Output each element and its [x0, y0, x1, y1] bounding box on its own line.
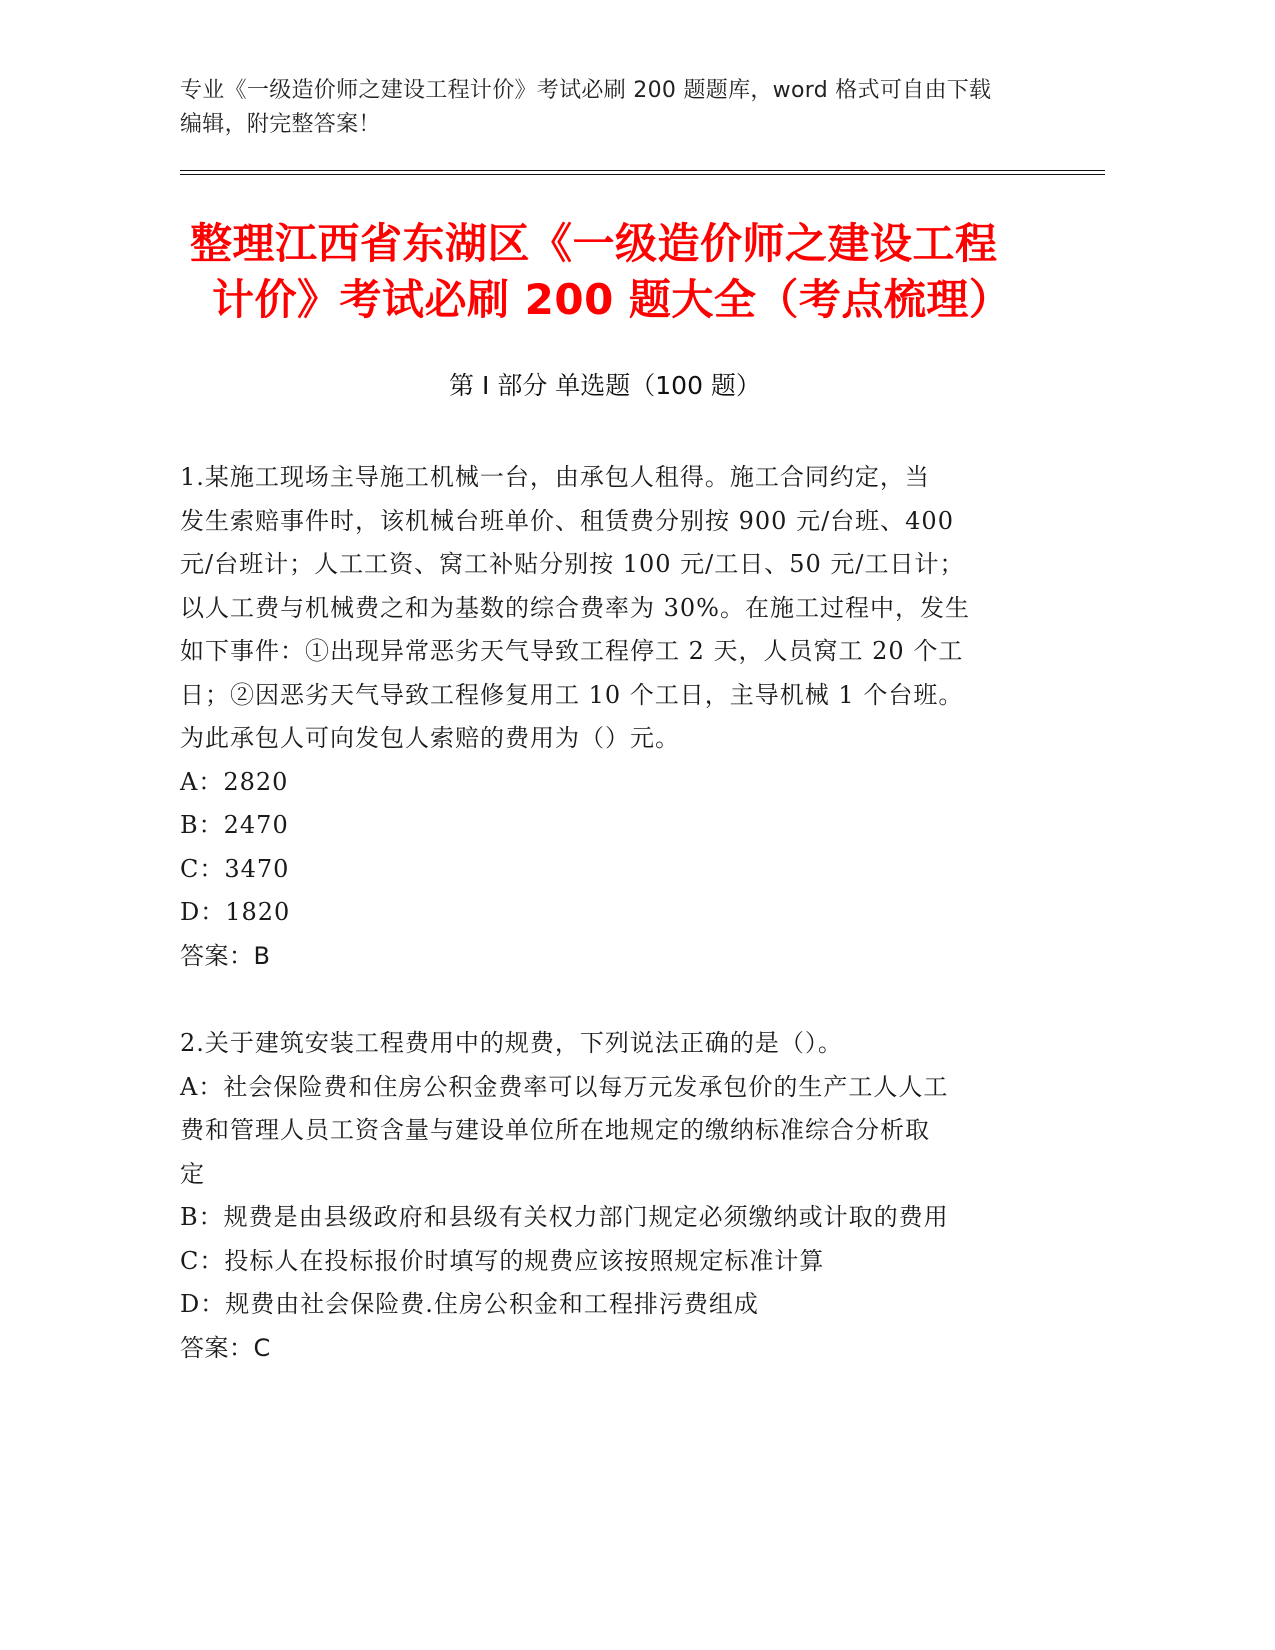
question-stem-line: 日；②因恶劣天气导致工程修复用工 10 个工日，主导机械 1 个台班。 [180, 680, 964, 709]
question-stem-line: 1.某施工现场主导施工机械一台，由承包人租得。施工合同约定，当 [180, 463, 930, 491]
header-note-line-2: 编辑，附完整答案！ [180, 112, 381, 137]
question-stem-line: 为此承包人可向发包人索赔的费用为（）元。 [180, 724, 680, 752]
question-stem-line: 2.关于建筑安装工程费用中的规费，下列说法正确的是（）。 [180, 1029, 843, 1057]
option-b: B：规费是由县级政府和县级有关权力部门规定必须缴纳或计取的费用 [180, 1203, 949, 1231]
option-c: C：投标人在投标报价时填写的规费应该按照规定标准计算 [180, 1246, 825, 1275]
question-2 [180, 1022, 1040, 1370]
question-stem-line: 元/台班计；人工工资、窝工补贴分别按 100 元/工日、50 元/工日计； [180, 550, 965, 578]
header-divider-bottom [180, 174, 1105, 175]
option-a-line-3: 定 [180, 1159, 205, 1188]
header-note-line-1: 专业《一级造价师之建设工程计价》考试必刷 200 题题库，word 格式可自由下载 [180, 78, 992, 103]
header-divider-top [180, 170, 1105, 171]
question-stem-line: 如下事件：①出现异常恶劣天气导致工程停工 2 天，人员窝工 20 个工 [180, 637, 964, 665]
question-1 [180, 456, 1040, 978]
option-a-line-1: A：社会保险费和住房公积金费率可以每万元发承包价的生产工人人工 [180, 1072, 949, 1101]
answer-label: 答案：C [180, 1333, 271, 1362]
header-note [180, 74, 1100, 142]
option-c: C：3470 [180, 854, 290, 883]
option-a: A：2820 [180, 767, 289, 796]
option-a-line-2: 费和管理人员工资含量与建设单位所在地规定的缴纳标准综合分析取 [180, 1116, 930, 1144]
section-heading: 第 I 部分 单选题（100 题） [449, 371, 761, 400]
option-d: D：1820 [180, 898, 291, 926]
option-d: D：规费由社会保险费.住房公积金和工程排污费组成 [180, 1290, 759, 1318]
option-b: B：2470 [180, 811, 289, 839]
question-stem-line: 以人工费与机械费之和为基数的综合费率为 30%。在施工过程中，发生 [180, 593, 970, 622]
document-title [190, 216, 1050, 328]
title-line-2: 计价》考试必刷 200 题大全（考点梳理） [212, 275, 1012, 324]
title-line-1: 整理江西省东湖区《一级造价师之建设工程 [190, 219, 998, 268]
answer-label: 答案：B [180, 941, 271, 970]
question-stem-line: 发生索赔事件时，该机械台班单价、租赁费分别按 900 元/台班、400 [180, 506, 954, 535]
